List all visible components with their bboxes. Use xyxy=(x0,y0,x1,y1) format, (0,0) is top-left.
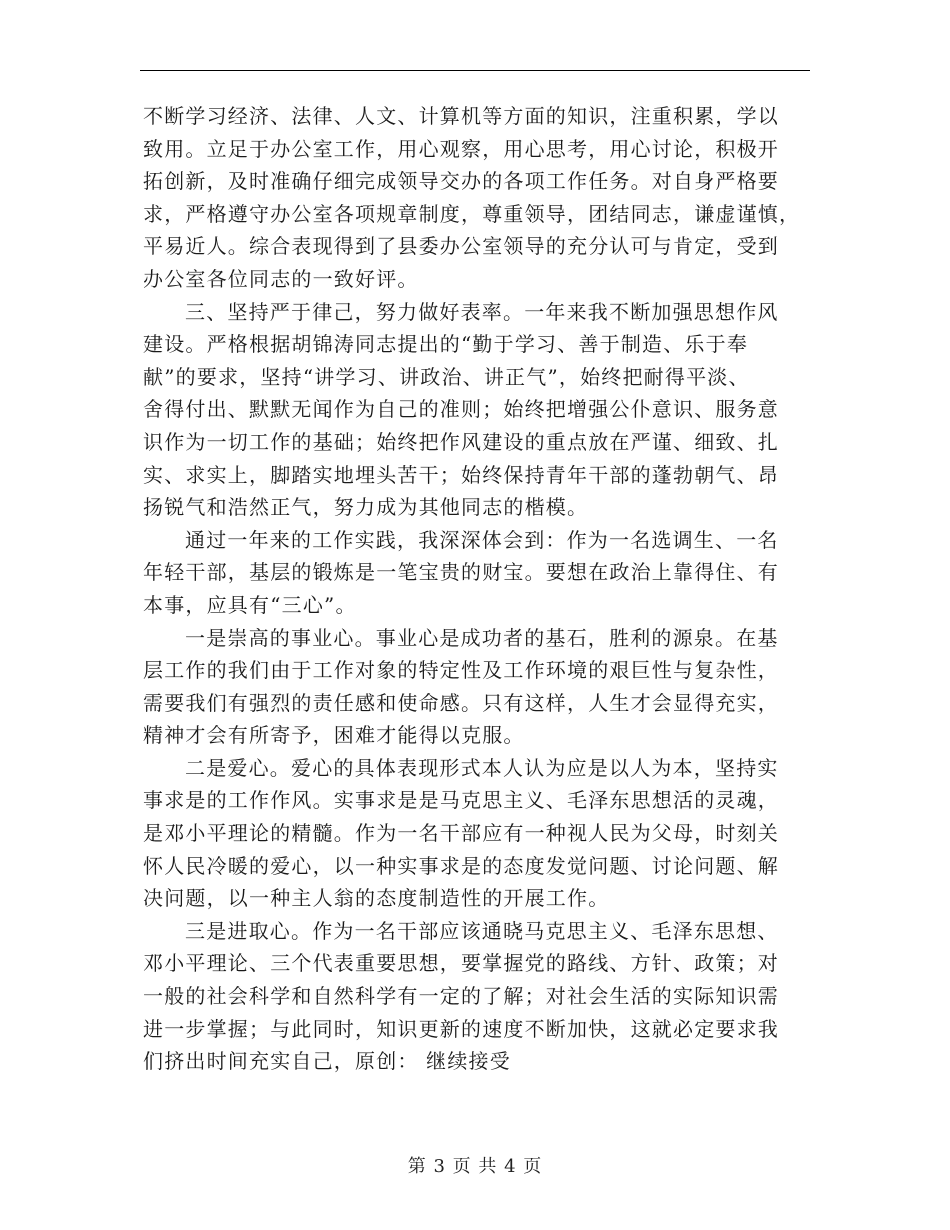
text-line: 怀人民冷暖的爱心，以一种实事求是的态度发觉问题、讨论问题、解 xyxy=(143,853,779,878)
paragraph-first-line: 二是爱心。爱心的具体表现形式本人认为应是以人为本，坚持实 xyxy=(185,755,779,780)
text-line: 们挤出时间充实自己，原创： 继续接受 xyxy=(143,1049,511,1074)
text-line: 层工作的我们由于工作对象的特定性及工作环境的艰巨性与复杂性， xyxy=(143,658,779,683)
paragraph-first-line: 三是进取心。作为一名干部应该通晓马克思主义、毛泽东思想、 xyxy=(185,918,779,943)
text-line: 识作为一切工作的基础；始终把作风建设的重点放在严谨、细致、扎 xyxy=(143,429,779,454)
text-line: 是邓小平理论的精髓。作为一名干部应有一种视人民为父母，时刻关 xyxy=(143,821,779,846)
paragraph-first-line: 一是崇高的事业心。事业心是成功者的基石，胜利的源泉。在基 xyxy=(185,625,779,650)
text-line: 建设。严格根据胡锦涛同志提出的“勤于学习、善于制造、乐于奉 xyxy=(143,332,749,357)
text-line: 本事，应具有“三心”。 xyxy=(143,592,357,617)
text-line: 实、求实上，脚踏实地埋头苦干；始终保持青年干部的蓬勃朝气、昂 xyxy=(143,462,779,487)
header-rule xyxy=(140,70,810,71)
text-line: 年轻干部，基层的锻炼是一笔宝贵的财宝。要想在政治上靠得住、有 xyxy=(143,560,779,585)
text-line: 拓创新，及时准确仔细完成领导交办的各项工作任务。对自身严格要 xyxy=(143,169,779,194)
text-line: 邓小平理论、三个代表重要思想，要掌握党的路线、方针、政策；对 xyxy=(143,951,779,976)
text-line: 不断学习经济、法律、人文、计算机等方面的知识，注重积累，学以 xyxy=(143,104,779,128)
text-line: 一般的社会科学和自然科学有一定的了解；对社会生活的实际知识需 xyxy=(143,984,779,1009)
paragraph-first-line: 通过一年来的工作实践，我深深体会到：作为一名选调生、一名 xyxy=(185,527,779,552)
text-line: 献”的要求，坚持“讲学习、讲政治、讲正气”，始终把耐得平淡、 xyxy=(143,364,750,389)
text-line: 平易近人。综合表现得到了县委办公室领导的充分认可与肯定，受到 xyxy=(143,234,779,259)
text-line: 办公室各位同志的一致好评。 xyxy=(143,266,419,291)
page-footer: 第 3 页 共 4 页 xyxy=(407,1156,543,1177)
text-line: 致用。立足于办公室工作，用心观察，用心思考，用心讨论，积极开 xyxy=(143,136,779,161)
paragraph-first-line: 三、坚持严于律己，努力做好表率。一年来我不断加强思想作风 xyxy=(185,299,779,324)
text-line: 进一步掌握；与此同时，知识更新的速度不断加快，这就必定要求我 xyxy=(143,1016,779,1041)
text-line: 精神才会有所寄予，困难才能得以克服。 xyxy=(143,723,525,748)
text-line: 决问题，以一种主人翁的态度制造性的开展工作。 xyxy=(143,886,610,911)
text-line: 事求是的工作作风。实事求是是马克思主义、毛泽东思想活的灵魂， xyxy=(143,788,779,813)
text-line: 舍得付出、默默无闻作为自己的准则；始终把增强公仆意识、服务意 xyxy=(143,397,779,422)
text-line: 需要我们有强烈的责任感和使命感。只有这样，人生才会显得充实， xyxy=(143,690,779,715)
text-line: 扬锐气和浩然正气，努力成为其他同志的楷模。 xyxy=(143,495,589,520)
document-body xyxy=(143,100,813,1078)
text-line: 求，严格遵守办公室各项规章制度，尊重领导，团结同志，谦虚谨慎， xyxy=(143,201,801,226)
